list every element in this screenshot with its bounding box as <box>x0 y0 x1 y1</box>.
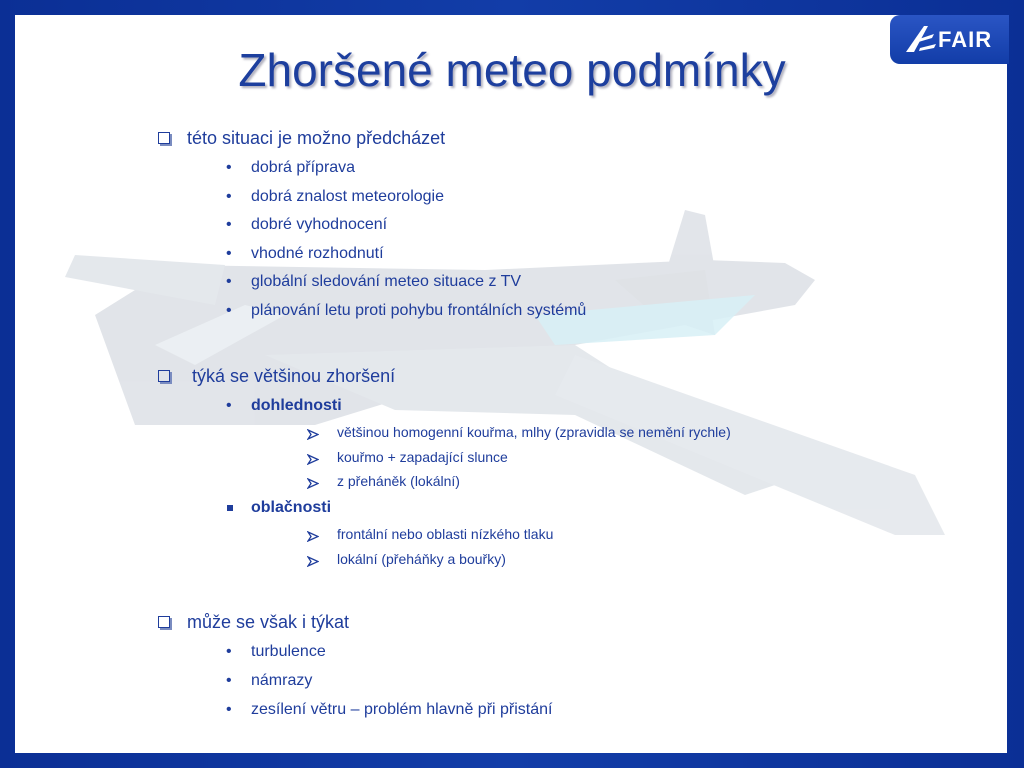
bullet-icon: • <box>226 302 232 319</box>
arrow-bullet-icon <box>307 427 319 443</box>
arrow-bullet-icon <box>307 452 319 468</box>
bullet-icon: • <box>226 701 232 718</box>
slide <box>15 15 1007 753</box>
arrow-bullet-icon <box>307 476 319 492</box>
checkbox-bullet-icon <box>158 616 170 628</box>
airplane-watermark-icon <box>15 15 1007 753</box>
checkbox-bullet-icon <box>158 370 170 382</box>
page-title: Zhoršené meteo podmínky <box>238 44 786 96</box>
bullet-icon: • <box>226 273 232 290</box>
bullet-icon: • <box>226 643 232 660</box>
checkbox-bullet-icon <box>158 132 170 144</box>
bullet-icon: • <box>226 188 232 205</box>
logo-text: FAIR <box>938 27 993 52</box>
bullet-icon: • <box>226 397 232 414</box>
bullet-icon: • <box>226 672 232 689</box>
bullet-icon: • <box>226 245 232 262</box>
bullet-icon: • <box>226 159 232 176</box>
arrow-bullet-icon <box>307 554 319 570</box>
arrow-bullet-icon <box>307 529 319 545</box>
bullet-icon: • <box>226 216 232 233</box>
